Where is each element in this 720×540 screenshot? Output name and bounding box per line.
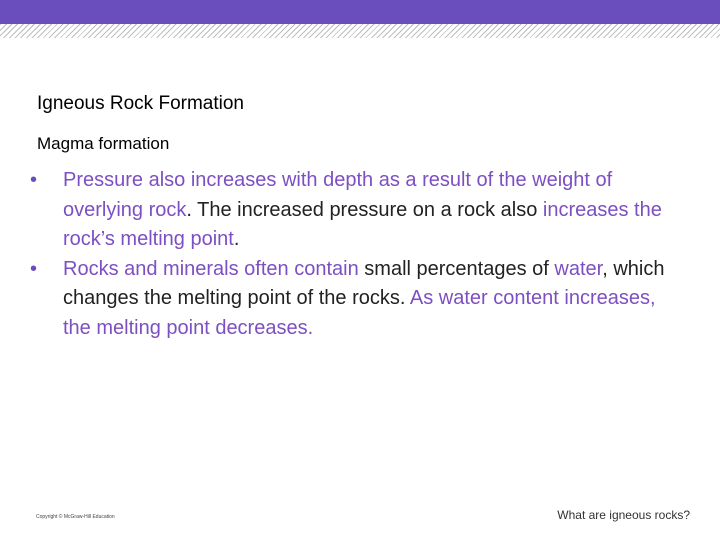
bullet-marker: • bbox=[30, 169, 38, 191]
bullet-text-segment: small percentages of bbox=[364, 257, 555, 280]
bullet-text-segment: . bbox=[233, 228, 240, 250]
copyright-notice: Copyright © McGraw-Hill Education bbox=[36, 514, 115, 520]
bullet-text-segment: As water content increases, the melting point decreases. bbox=[63, 287, 656, 339]
bullet-text-segment: , which changes the melting point of the rocks. bbox=[63, 257, 665, 309]
header-hatch-fade bbox=[0, 24, 720, 38]
slide-subtitle: Magma formation bbox=[37, 134, 170, 153]
bullet-text-segment: Pressure also increases with depth as a result of the weight of overlying rock bbox=[63, 169, 613, 221]
bullet-text-segment: Rocks and minerals often contain bbox=[63, 257, 365, 280]
bullet-item bbox=[30, 166, 670, 255]
bullet-text-segment: increases the rock’s melting point bbox=[63, 198, 662, 250]
bullet-list bbox=[30, 166, 670, 343]
footer-question: What are igneous rocks? bbox=[557, 508, 690, 522]
bullet-text-segment: water bbox=[554, 257, 603, 280]
slide-title: Igneous Rock Formation bbox=[37, 93, 244, 114]
bullet-item bbox=[30, 255, 670, 344]
bullet-text-segment: . The increased pressure on a rock also bbox=[186, 198, 543, 221]
bullet-marker: • bbox=[30, 257, 38, 280]
header-bar bbox=[0, 0, 720, 24]
